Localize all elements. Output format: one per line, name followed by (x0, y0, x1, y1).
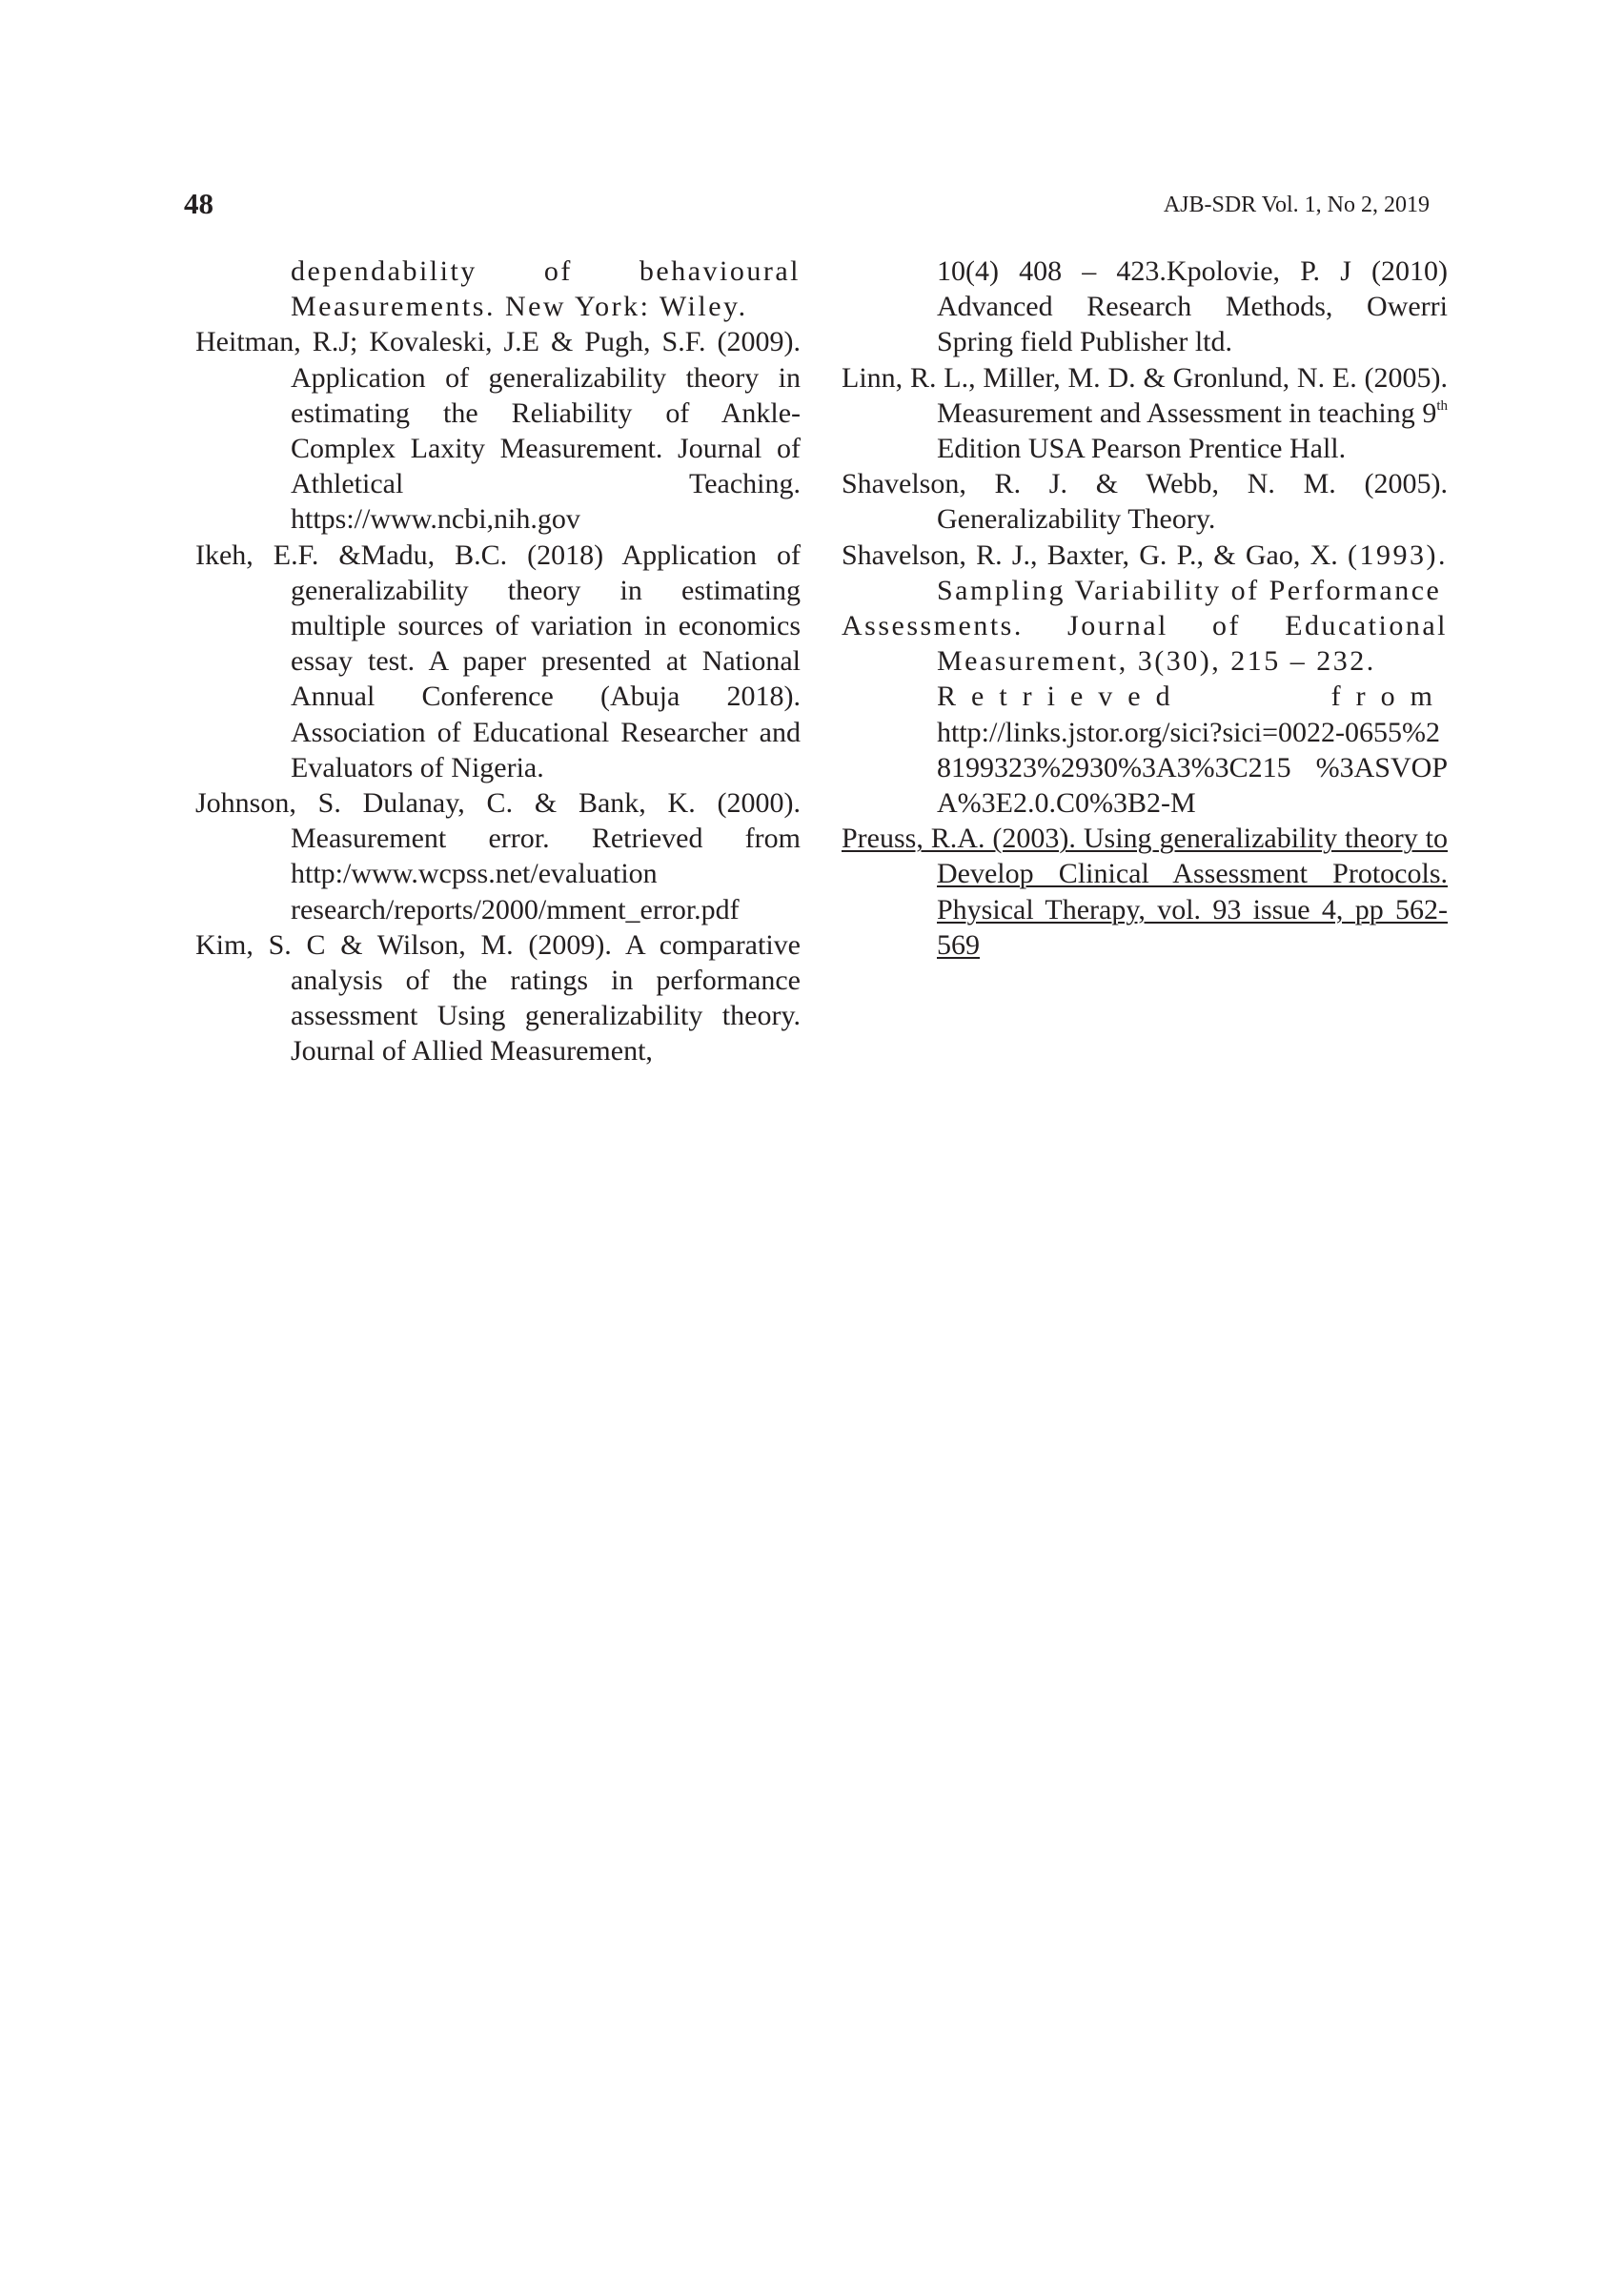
reference-assessments (842, 608, 1448, 821)
references-left-column (195, 254, 801, 1069)
journal-running-header: AJB-SDR Vol. 1, No 2, 2019 (1163, 193, 1430, 217)
reference-ikeh: Ikeh, E.F. &Madu, B.C. (2018) Application of generalizability theory in estimating multiple sources of variation in economics essay test. A paper presented at National Annual Conference (Abuja 2018). Association of Educational Researcher and Evaluators of Nigeria. (195, 539, 801, 783)
page-number: 48 (184, 187, 213, 220)
references-right-column (842, 254, 1448, 963)
jstor-url[interactable]: http://links.jstor.org/sici?sici=0022-0655%28199323%2930%3A3%3C215 %3ASVOPA%3E2.0.C0%3B2-M (937, 716, 1448, 820)
reference-johnson: Johnson, S. Dulanay, C. & Bank, K. (2000). Measurement error. Retrieved from http:/www.wcpss.net/evaluation research/reports/2000/mment_error.pdf (195, 787, 801, 925)
retrieved-from-line (937, 679, 1448, 714)
reference-shavelson-baxter-authors: Shavelson, R. J., Baxter, G. P., & Gao, X. (842, 539, 1338, 571)
reference-shavelson-baxter-title: (1993). Sampling Variability of Performance (937, 539, 1448, 606)
reference-heitman: Heitman, R.J; Kovaleski, J.E & Pugh, S.F. (2009). Application of generalizability theory in estimating the Reliability of Ankle- Complex Laxity Measurement. Journal of Athletical Teaching. https://www.ncbi,nih.gov (195, 326, 801, 536)
reference-text: dependability of behavioural Measurements. New York: Wiley. (291, 255, 801, 323)
reference-linn-text-end: Edition USA Pearson Prentice Hall. (937, 433, 1347, 465)
reference-kim-continuation: 10(4) 408 – 423.Kpolovie, P. J (2010) Advanced Research Methods, Owerri Spring field Publisher ltd. (937, 255, 1448, 358)
from-word: from (1330, 681, 1448, 713)
reference-preuss[interactable]: Preuss, R.A. (2003). Using generalizability theory to Develop Clinical Assessment Protocols. Physical Therapy, vol. 93 issue 4, pp 562-569 (842, 823, 1448, 961)
reference-kim: Kim, S. C & Wilson, M. (2009). A comparative analysis of the ratings in performance assessment Using generalizability theory. Journal of Allied Measurement, (195, 928, 801, 1067)
reference-assessments-journal: Assessments. Journal of Educational Measurement, 3(30), 215 – 232. (842, 610, 1448, 678)
reference-shavelson-webb: Shavelson, R. J. & Webb, N. M. (2005). Generalizability Theory. (842, 468, 1448, 536)
ordinal-superscript: th (1436, 397, 1448, 414)
reference-shavelson-baxter (842, 538, 1448, 608)
reference-linn-text: Linn, R. L., Miller, M. D. & Gronlund, N. E. (2005). Measurement and Assessment in teaching 9 (842, 361, 1448, 429)
retrieved-word: Retrieved (937, 681, 1186, 713)
reference-linn (842, 360, 1448, 467)
reference-continuation (195, 254, 801, 324)
